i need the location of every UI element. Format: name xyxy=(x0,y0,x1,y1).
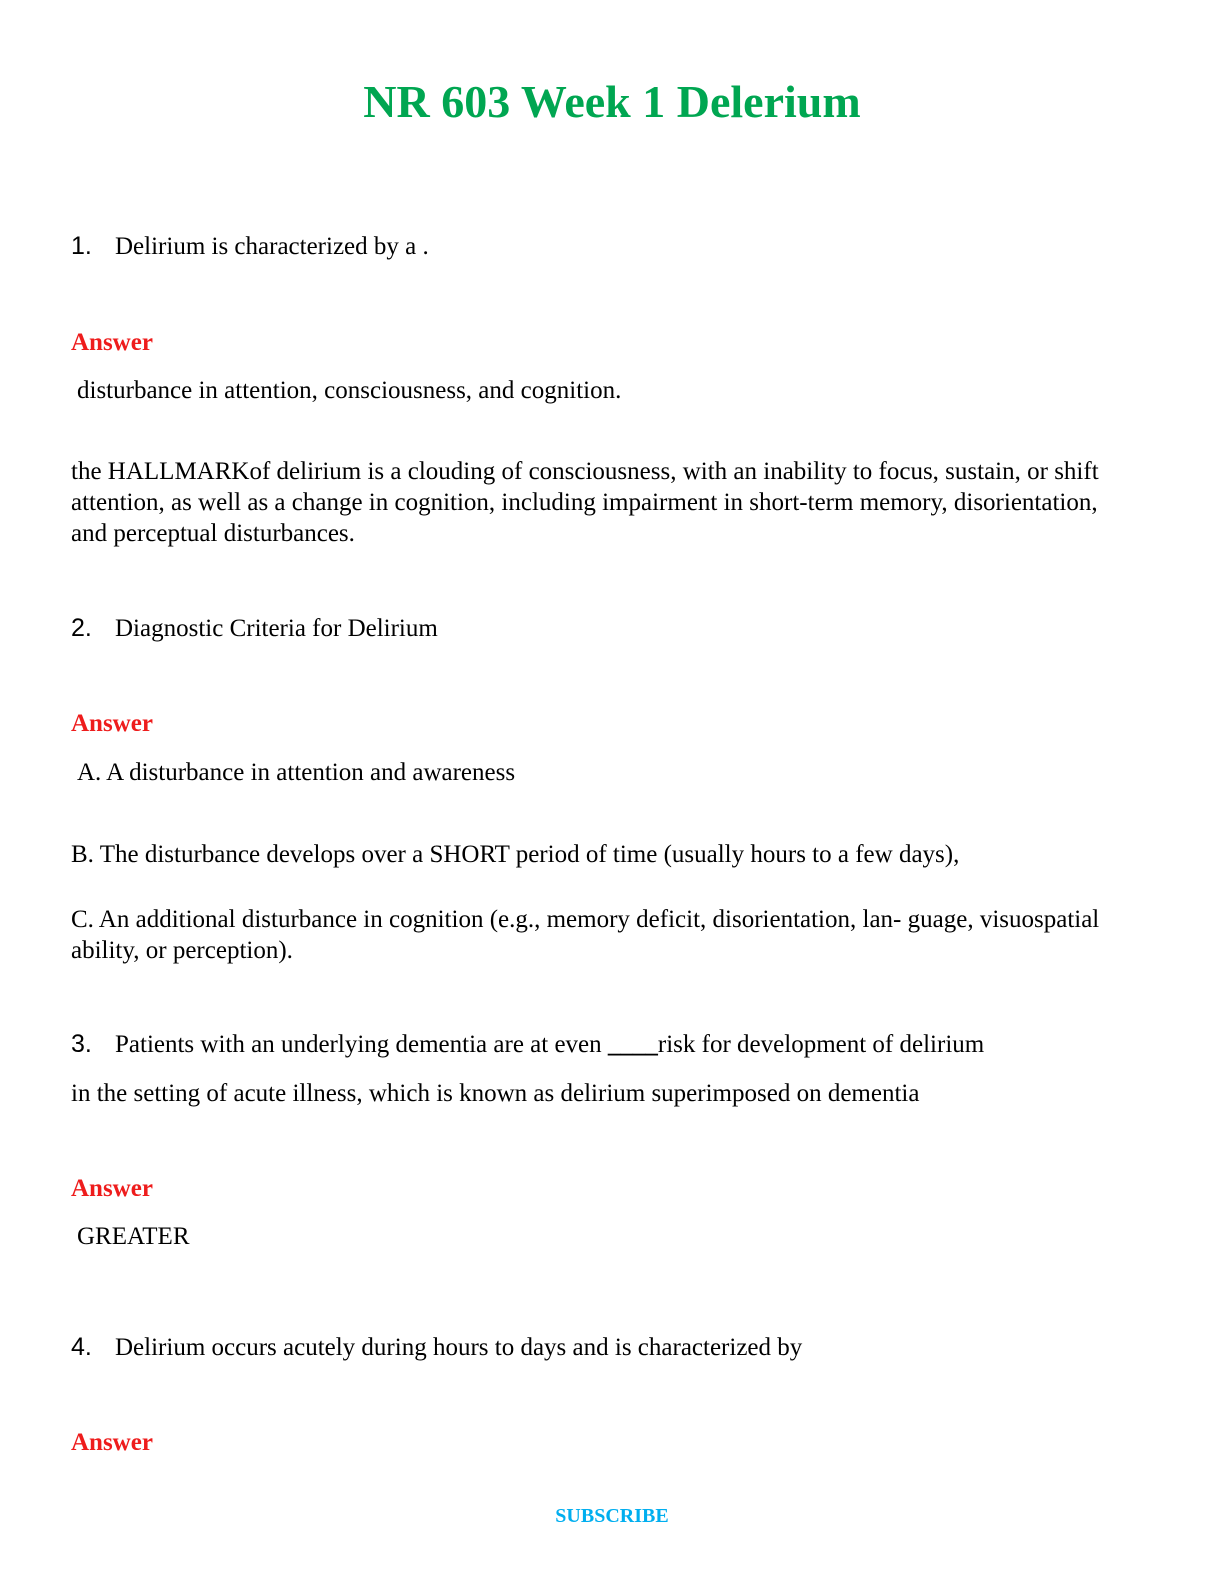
answer-label: Answer xyxy=(71,710,153,737)
fill-in-blank: ____ xyxy=(607,1031,658,1058)
question-number: 1. xyxy=(71,232,92,260)
answer-paragraph: GREATER xyxy=(77,1223,190,1250)
question-number: 4. xyxy=(71,1333,92,1361)
question-text: Delirium occurs acutely during hours to days and is characterized by xyxy=(115,1334,803,1361)
answer-paragraph: A. A disturbance in attention and awareness xyxy=(77,759,516,786)
page-title: NR 603 Week 1 Delerium xyxy=(363,76,861,127)
subscribe-link[interactable]: SUBSCRIBE xyxy=(555,1505,669,1527)
answer-paragraph: C. An additional disturbance in cognition (e.g., memory deficit, disorientation, lan- guage, visuospatial ability, or perception). xyxy=(71,906,1100,964)
answer-paragraph: the HALLMARKof delirium is a clouding of consciousness, with an inability to focus, sustain, or shift attention, as well as a change in cognition, including impairment in short-term memory, disorientation, and perceptual disturbances. xyxy=(71,458,1099,547)
question-number: 2. xyxy=(71,614,92,642)
question-2 xyxy=(71,613,438,644)
answer-label: Answer xyxy=(71,1175,153,1202)
question-3-line-2: in the setting of acute illness, which is known as delirium superimposed on dementia xyxy=(71,1080,920,1107)
answer-label: Answer xyxy=(71,329,153,356)
question-4 xyxy=(71,1332,802,1363)
answer-paragraph: B. The disturbance develops over a SHORT period of time (usually hours to a few days), xyxy=(71,841,960,868)
question-3 xyxy=(71,1029,984,1060)
question-text: Patients with an underlying dementia are at even xyxy=(115,1031,608,1058)
answer-paragraph: disturbance in attention, consciousness, and cognition. xyxy=(77,377,622,404)
answer-label: Answer xyxy=(71,1429,153,1456)
question-number: 3. xyxy=(71,1030,92,1058)
question-text: Delirium is characterized by a . xyxy=(115,233,429,260)
question-text-continued: risk for development of delirium xyxy=(657,1031,985,1058)
question-1 xyxy=(71,231,429,262)
question-text: Diagnostic Criteria for Delirium xyxy=(115,615,438,642)
